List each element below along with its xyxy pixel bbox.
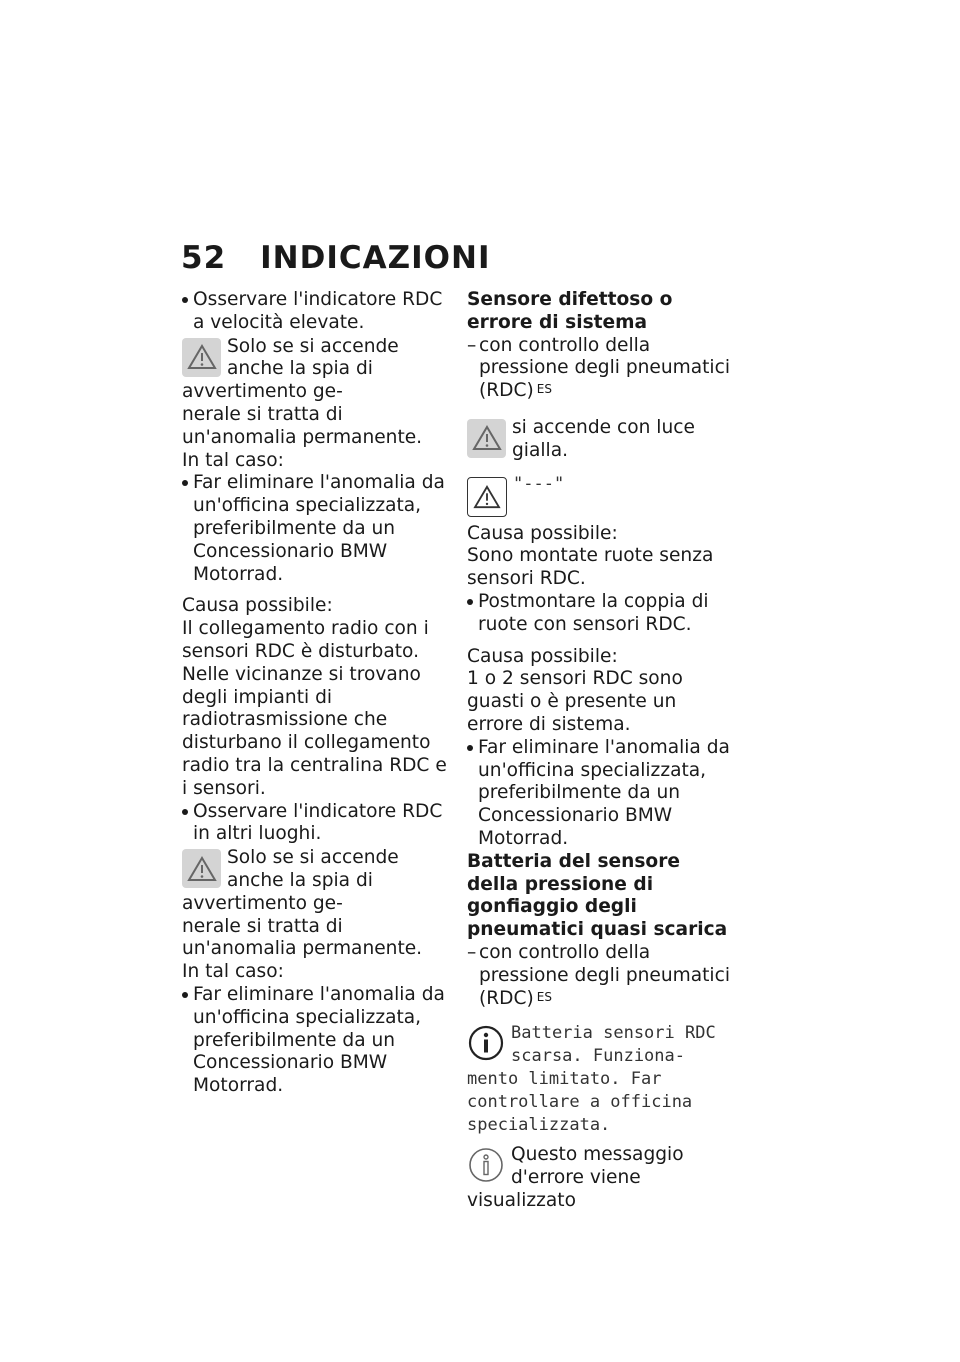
es-superscript: ES <box>536 989 552 1004</box>
bullet-dot <box>182 297 188 303</box>
cause-label: Causa possibile: <box>182 595 333 617</box>
message-text-a: Batteria sensori RDC scarsa. Funziona- <box>511 1023 716 1067</box>
cause-text: Il collegamento radio con i sensori RDC è disturbato. Nelle vicinanze si trovano degli impianti di radiotrasmissione che disturbano il collegamento radio tra la centralina RDC e i sensori. <box>182 618 447 799</box>
cause-text: 1 o 2 sensori RDC sono guasti o è presente un errore di sistema. <box>467 668 683 735</box>
warning-text-b: nerale si tratta di un'anomalia permanente. <box>182 915 423 960</box>
warning-note <box>182 847 450 961</box>
bullet-item: Postmontare la coppia di ruote con sensori RDC. <box>467 591 737 637</box>
bullet-item: Osservare l'indicatore RDC in altri luoghi. <box>182 801 450 847</box>
bullet-item: Far eliminare l'anomalia da un'officina specializzata, preferibilmente da un Concessionario BMW Motorrad. <box>182 472 450 586</box>
left-column <box>182 289 450 1098</box>
warning-text-a: Solo se si accende anche la spia di avvertimento ge- <box>182 847 399 914</box>
bullet-dot <box>467 599 473 605</box>
info-message-block <box>467 1022 737 1136</box>
info-icon <box>467 1146 505 1184</box>
warning-light-row <box>467 417 737 463</box>
warning-text-a: Solo se si accende anche la spia di avvertimento ge- <box>182 335 399 403</box>
es-superscript: ES <box>536 382 552 397</box>
info-icon <box>467 1024 505 1062</box>
bullet-dot <box>182 809 188 815</box>
warning-note <box>182 336 450 450</box>
bullet-dot <box>182 480 188 486</box>
note-text: Questo messaggio d'errore viene visualizzato <box>467 1144 684 1211</box>
page-number: 52 <box>181 240 227 276</box>
dash-marker: – <box>467 941 477 963</box>
warning-triangle-icon <box>182 338 221 377</box>
section-heading: Batteria del sensore della pressione di gonfiaggio degli pneumatici quasi scarica <box>467 850 728 941</box>
message-text-b: mento limitato. Far controllare a officina specializzata. <box>467 1068 693 1135</box>
display-row <box>467 473 737 517</box>
right-column <box>467 289 737 1213</box>
cause-label: Causa possibile: <box>467 645 618 667</box>
chapter-title: INDICAZIONI <box>260 240 491 276</box>
info-note-block <box>467 1144 737 1212</box>
cause-text: Sono montate ruote senza sensori RDC. <box>467 545 714 590</box>
condition-item: – con controllo della pressione degli pneumatici (RDC) $^{ES}$ <box>467 334 730 402</box>
bullet-dot <box>467 745 473 751</box>
page-header <box>181 240 490 276</box>
warning-triangle-icon <box>467 419 506 458</box>
bullet-dot <box>182 992 188 998</box>
condition-item: – con controllo della pressione degli pneumatici (RDC) $^{ES}$ <box>467 941 730 1009</box>
bullet-item: Far eliminare l'anomalia da un'officina specializzata, preferibilmente da un Concessionario BMW Motorrad. <box>182 984 450 1098</box>
case-label: In tal caso: <box>182 961 284 983</box>
warning-triangle-icon <box>182 849 221 888</box>
section-heading: Sensore difettoso o errore di sistema <box>467 289 673 333</box>
bullet-item: Osservare l'indicatore RDC a velocità elevate. <box>182 289 450 335</box>
display-value: "---" <box>513 473 565 494</box>
warning-triangle-icon <box>467 477 507 517</box>
cause-label: Causa possibile: <box>467 522 618 544</box>
dash-marker: – <box>467 334 477 356</box>
bullet-item: Far eliminare l'anomalia da un'officina specializzata, preferibilmente da un Concessionario BMW Motorrad. <box>467 737 737 851</box>
case-label: In tal caso: <box>182 449 284 471</box>
warning-light-text: si accende con luce gialla. <box>512 416 695 461</box>
warning-text-b: nerale si tratta di un'anomalia permanente. <box>182 403 423 448</box>
